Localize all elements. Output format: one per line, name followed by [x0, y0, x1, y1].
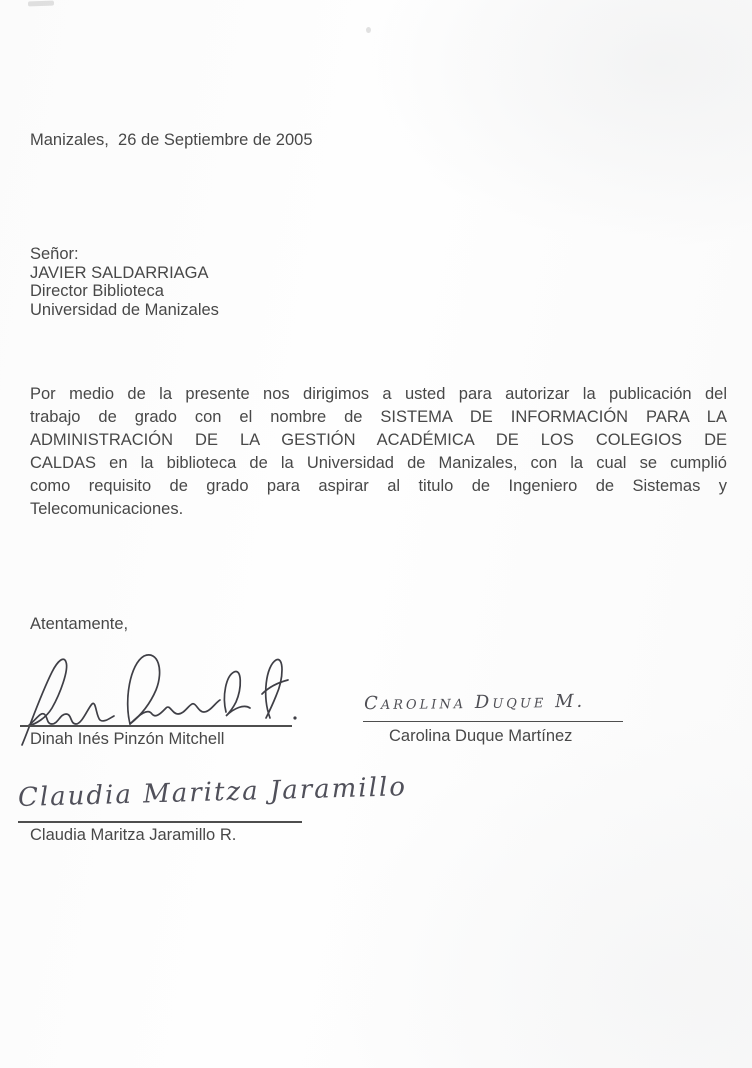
recipient-block: [30, 245, 219, 319]
signature-printed-name: Dinah Inés Pinzón Mitchell: [30, 730, 225, 748]
recipient-role: Director Biblioteca: [30, 282, 164, 300]
scan-speck: [366, 27, 371, 33]
closing-line: Atentamente,: [30, 615, 129, 633]
recipient-organization: Universidad de Manizales: [30, 300, 219, 319]
date-line: Manizales, 26 de Septiembre de 2005: [30, 131, 313, 149]
signature-line: [363, 721, 623, 722]
signature-printed-name: Claudia Maritza Jaramillo R.: [30, 826, 237, 844]
body-line: trabajo de grado con el nombre de SISTEMA DE INFORMACIÓN PARA LA: [30, 408, 727, 426]
signature-printed-name: Carolina Duque Martínez: [389, 727, 573, 745]
recipient-salutation: Señor:: [30, 245, 79, 263]
scan-smudge: [28, 1, 54, 7]
body-line: CALDAS en la biblioteca de la Universidad de Manizales, con la cual se cumplió: [30, 454, 727, 472]
body-line: Telecomunicaciones.: [30, 500, 184, 518]
signature-line: [18, 821, 302, 823]
body-line: como requisito de grado para aspirar al titulo de Ingeniero de Sistemas y: [30, 477, 727, 495]
body-line: Por medio de la presente nos dirigimos a usted para autorizar la publicación del: [30, 385, 727, 403]
body-line: ADMINISTRACIÓN DE LA GESTIÓN ACADÉMICA DE LOS COLEGIOS DE: [30, 431, 727, 449]
recipient-name: JAVIER SALDARRIAGA: [30, 263, 209, 282]
signature-claudia-handwriting: Claudia Maritza Jaramillo: [17, 772, 408, 813]
signature-line: [20, 725, 292, 727]
body-paragraph: [30, 383, 727, 521]
signature-carolina-handwriting: Carolina Duque M.: [363, 690, 586, 715]
